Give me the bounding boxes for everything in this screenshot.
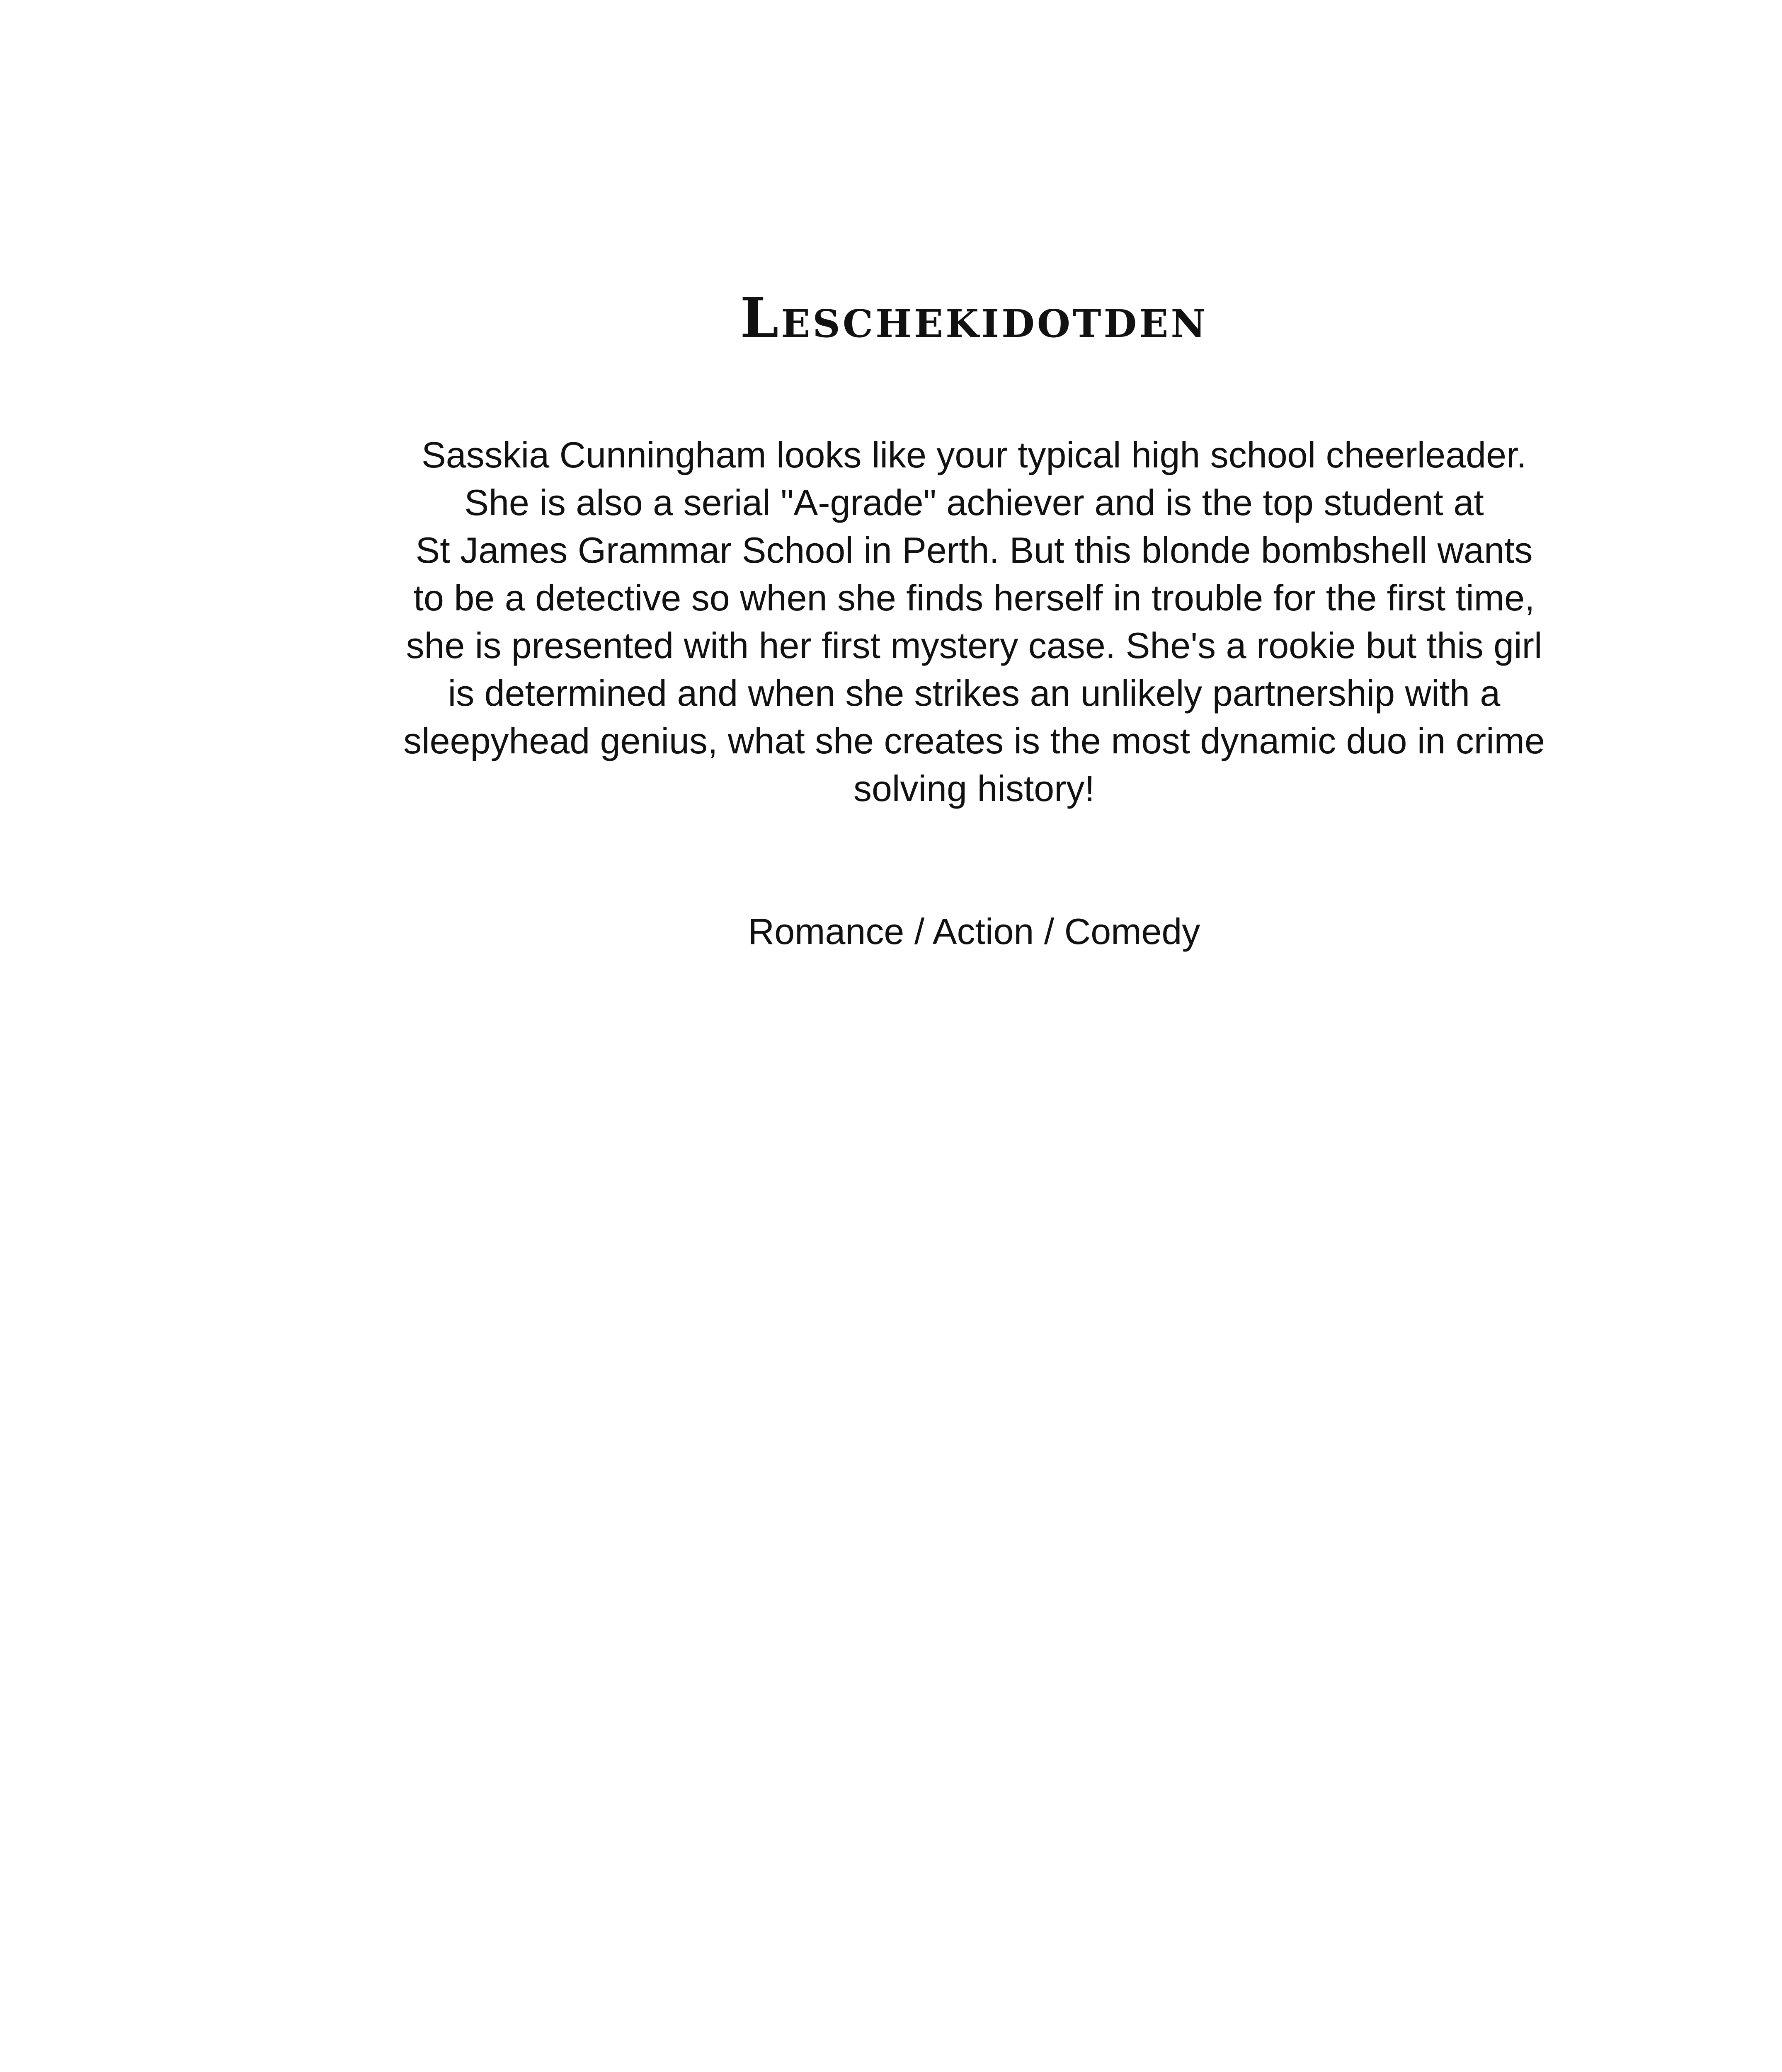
synopsis-line: She is also a serial "A-grade" achiever and is the top student at: [464, 482, 1484, 523]
synopsis-line: St James Grammar School in Perth. But this blonde bombshell wants: [415, 530, 1533, 571]
synopsis-line: she is presented with her first mystery case. She's a rookie but this girl: [406, 625, 1542, 666]
synopsis-line: to be a detective so when she finds herself in trouble for the first time,: [413, 577, 1535, 618]
synopsis-line: sleepyhead genius, what she creates is the most dynamic duo in crime: [403, 720, 1545, 761]
synopsis-paragraph: [332, 431, 1617, 812]
page-title: Leschekidotden: [740, 286, 1208, 351]
synopsis-line: Sasskia Cunningham looks like your typical high school cheerleader.: [422, 434, 1527, 475]
synopsis-line: solving history!: [853, 768, 1095, 809]
synopsis-line: is determined and when she strikes an unlikely partnership with a: [448, 673, 1501, 714]
genre-list: Romance / Action / Comedy: [748, 911, 1200, 952]
